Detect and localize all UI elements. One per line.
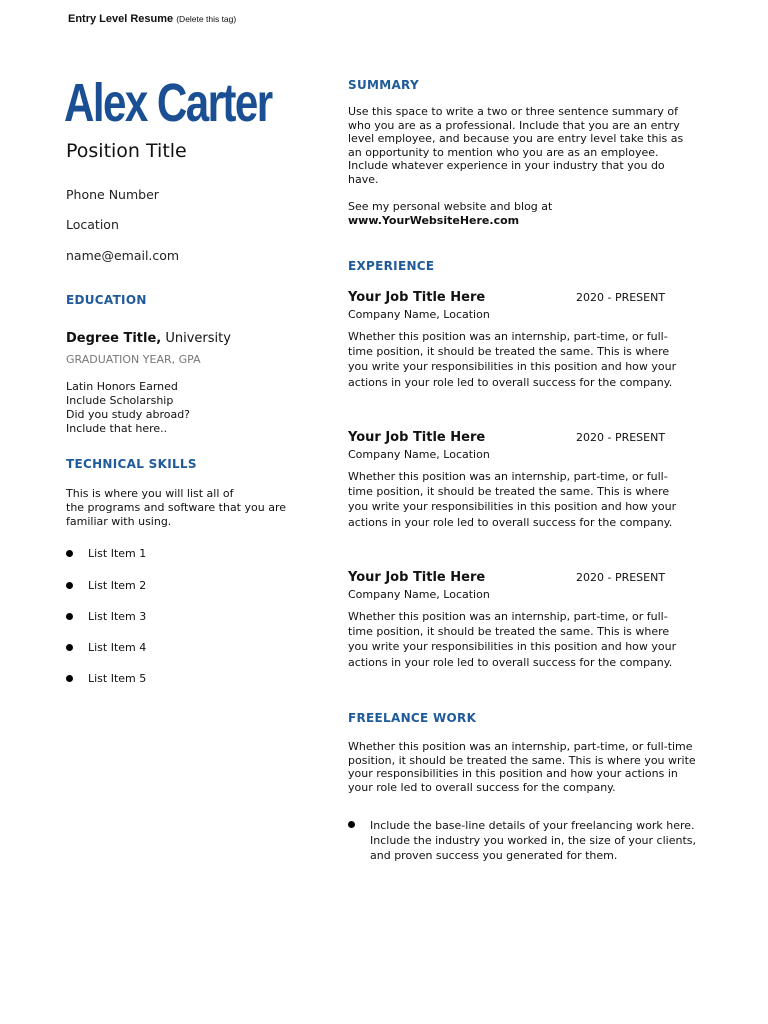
position-title: Position Title bbox=[66, 140, 187, 162]
degree-line bbox=[66, 331, 231, 346]
summary-heading: SUMMARY bbox=[348, 78, 419, 92]
job-title: Your Job Title Here bbox=[348, 570, 486, 585]
job-date: 2020 - PRESENT bbox=[576, 431, 666, 444]
freelance-bullet-text: Include the base-line details of your freelancing work here. Include the industry you worked in, the size of your clients, and proven success you generated for them. bbox=[370, 819, 696, 862]
list-item-label: List Item 1 bbox=[88, 546, 147, 560]
bullet-icon bbox=[348, 821, 355, 828]
job-company: Company Name, Location bbox=[348, 588, 490, 601]
list-item bbox=[66, 546, 146, 560]
phone-number: Phone Number bbox=[66, 187, 159, 202]
email: name@email.com bbox=[66, 248, 180, 263]
list-item bbox=[66, 671, 146, 685]
freelance-bullet bbox=[348, 818, 698, 863]
template-tag-note: (Delete this tag) bbox=[176, 14, 237, 24]
skills-intro: This is where you will list all of the programs and software that you are familiar with using. bbox=[66, 487, 286, 528]
job-company: Company Name, Location bbox=[348, 448, 490, 461]
job-description: Whether this position was an internship, part-time, or full-time position, it should be treated the same. This is where you write your responsibilities in this position and how your actions in your role led to overall success for the company. bbox=[348, 470, 677, 529]
list-item-label: List Item 2 bbox=[88, 578, 147, 592]
university: University bbox=[161, 331, 231, 346]
degree-title: Degree Title, bbox=[66, 331, 162, 346]
education-heading: EDUCATION bbox=[66, 293, 147, 307]
job-description: Whether this position was an internship, part-time, or full-time position, it should be treated the same. This is where you write your responsibilities in this position and how your actions in your role led to overall success for the company. bbox=[348, 330, 677, 389]
location: Location bbox=[66, 217, 119, 232]
bullet-icon bbox=[66, 644, 73, 651]
template-tag-title: Entry Level Resume bbox=[68, 13, 174, 25]
list-item bbox=[66, 578, 146, 592]
list-item-label: List Item 5 bbox=[88, 671, 147, 685]
list-item bbox=[66, 640, 146, 654]
website-intro: See my personal website and blog at bbox=[348, 200, 553, 213]
job-title: Your Job Title Here bbox=[348, 290, 486, 305]
job-title: Your Job Title Here bbox=[348, 430, 486, 445]
graduation-info: GRADUATION YEAR, GPA bbox=[66, 353, 201, 366]
bullet-icon bbox=[66, 582, 73, 589]
bullet-icon bbox=[66, 550, 73, 557]
freelance-text: Whether this position was an internship, part-time, or full-time position, it should be treated the same. This is where you write your responsibilities in this position and how your actions in your role led to overall success for the company. bbox=[348, 740, 696, 794]
job-date: 2020 - PRESENT bbox=[576, 291, 666, 304]
website-link[interactable]: www.YourWebsiteHere.com bbox=[348, 214, 520, 227]
summary-text: Use this space to write a two or three sentence summary of who you are as a professional. Include that you are an entry level employee, and because you are entry level take this as an opportunity to mention who you are as an employee. Include whatever experience in your industry that you do have. bbox=[348, 105, 684, 186]
template-tag bbox=[68, 13, 236, 25]
list-item-label: List Item 4 bbox=[88, 640, 147, 654]
experience-heading: EXPERIENCE bbox=[348, 259, 435, 273]
freelance-heading: FREELANCE WORK bbox=[348, 711, 477, 725]
list-item-label: List Item 3 bbox=[88, 609, 147, 623]
job-date: 2020 - PRESENT bbox=[576, 571, 666, 584]
technical-skills-heading: TECHNICAL SKILLS bbox=[66, 457, 197, 471]
bullet-icon bbox=[66, 675, 73, 682]
list-item bbox=[66, 609, 146, 623]
bullet-icon bbox=[66, 613, 73, 620]
honors-text: Latin Honors Earned Include Scholarship Did you study abroad? Include that here.. bbox=[66, 380, 191, 435]
job-company: Company Name, Location bbox=[348, 308, 490, 321]
job-description: Whether this position was an internship, part-time, or full-time position, it should be treated the same. This is where you write your responsibilities in this position and how your actions in your role led to overall success for the company. bbox=[348, 610, 677, 669]
applicant-name: Alex Carter bbox=[64, 73, 272, 133]
